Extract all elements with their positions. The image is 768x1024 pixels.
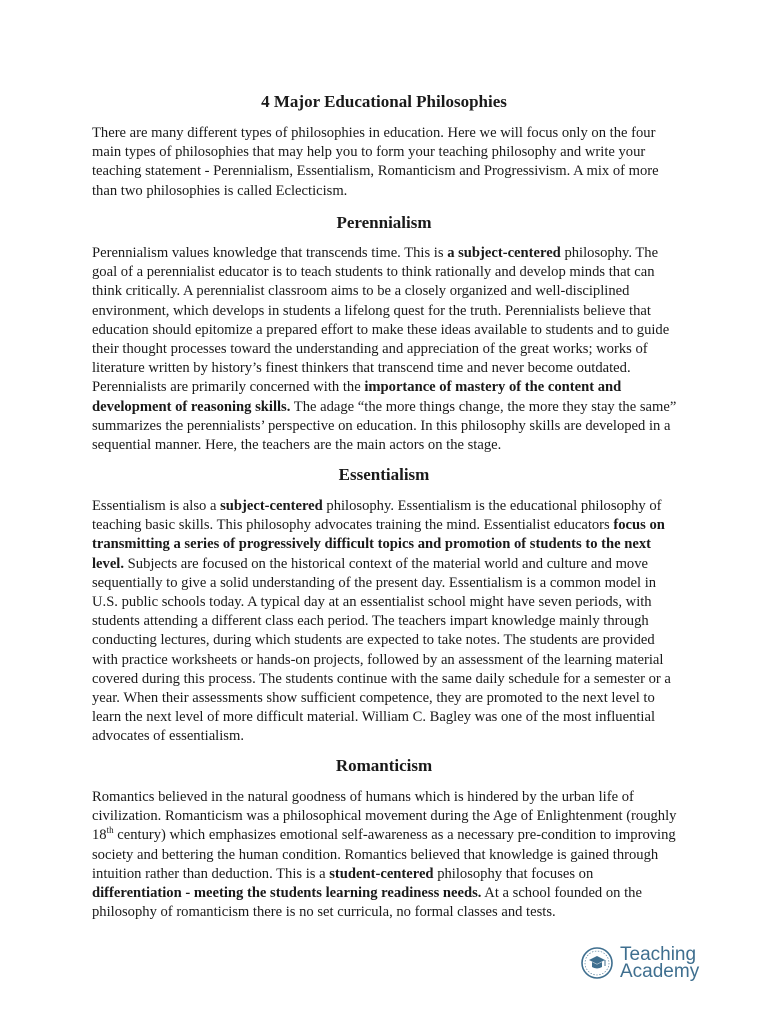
perennialism-paragraph: Perennialism values knowledge that transcends time. This is a subject-centered philosophy. The goal of a perennialist educator is to teach students to think rationally and develop minds that can think critically. A perennialist classroom aims to be a closely organized and well-disciplined environment, which develops in students a lifelong quest for the truth. Perennialists believe that education should epitomize a prepared effort to make these ideas available to students and to guide their thought processes toward the understanding and appreciation of the great works; works of literature written by history’s finest thinkers that transcend time and never become outdated. Perennialists are primarily concerned with the importance of mastery of the content and development of reasoning skills. The adage “the more things change, the more they stay the same” summarizes the perennialists’ perspective on education. In this philosophy skills are developed in a sequential manner. Here, the teachers are the main actors on the stage.	[92, 245, 677, 454]
document-title: 4 Major Educational Philosophies	[261, 92, 507, 111]
emphasis-subject-centered: a subject-centered	[447, 245, 561, 261]
emphasis-student-centered: student-centered	[329, 865, 434, 882]
heading-essentialism: Essentialism	[338, 465, 430, 484]
emphasis-mastery: importance of mastery of the content and development of reasoning skills.	[92, 379, 622, 415]
emphasis-differentiation: differentiation - meeting the students learning readiness needs.	[92, 885, 482, 902]
emphasis-subject-centered: subject-centered	[220, 498, 323, 514]
essentialism-paragraph: Essentialism is also a subject-centered philosophy. Essentialism is the educational philosophy of teaching basic skills. This philosophy advocates training the mind. Essentialist educators focus on transmitting a series of progressively difficult topics and promotion of students to the next level. Subjects are focused on the historical context of the material world and culture and move sequentially to give a solid understanding of the present day. Essentialism is a common model in U.S. public schools today. A typical day at an essentialist school might have seven periods, with students attending a different class each period. The teachers impart knowledge mainly through conducting lectures, during which students are expected to take notes. The students are provided with practice worksheets or hands-on projects, followed by an assessment of the learning material covered during this process. The students continue with the same daily schedule for a semester or a year. When their assessments show sufficient competence, they are promoted to the next level to learn the next level of more difficult material. William C. Bagley was one of the most influential advocates of essentialism.	[92, 498, 671, 745]
teaching-academy-logo	[580, 946, 699, 980]
intro-paragraph: There are many different types of philosophies in education. Here we will focus only on the four main types of philosophies that may help you to form your teaching philosophy and write your teaching statement - Perennialism, Essentialism, Romanticism and Progressivism. A mix of more than two philosophies is called Eclecticism.	[92, 125, 659, 199]
heading-romanticism: Romanticism	[335, 756, 433, 775]
romanticism-paragraph: Romantics believed in the natural goodness of humans which is hindered by the urban life of civilization. Romanticism was a philosophical movement during the Age of Enlightenment (roughly 18th century) which emphasizes emotional self-awareness as a necessary pre-condition to improving society and bettering the human condition. Romantics believed that knowledge is gained through intuition rather than deduction. This is a student-centered philosophy that focuses on differentiation - meeting the students learning readiness needs. At a school founded on the philosophy of romanticism there is no set curricula, no formal classes and tests.	[92, 789, 677, 921]
emphasis-progressive-topics: focus on transmitting a series of progressively difficult topics and promotion of students to the next level.	[92, 517, 665, 572]
logo-text: Teaching Academy	[620, 944, 700, 982]
teaching-academy-logo-icon	[580, 946, 614, 980]
heading-perennialism: Perennialism	[336, 213, 432, 232]
